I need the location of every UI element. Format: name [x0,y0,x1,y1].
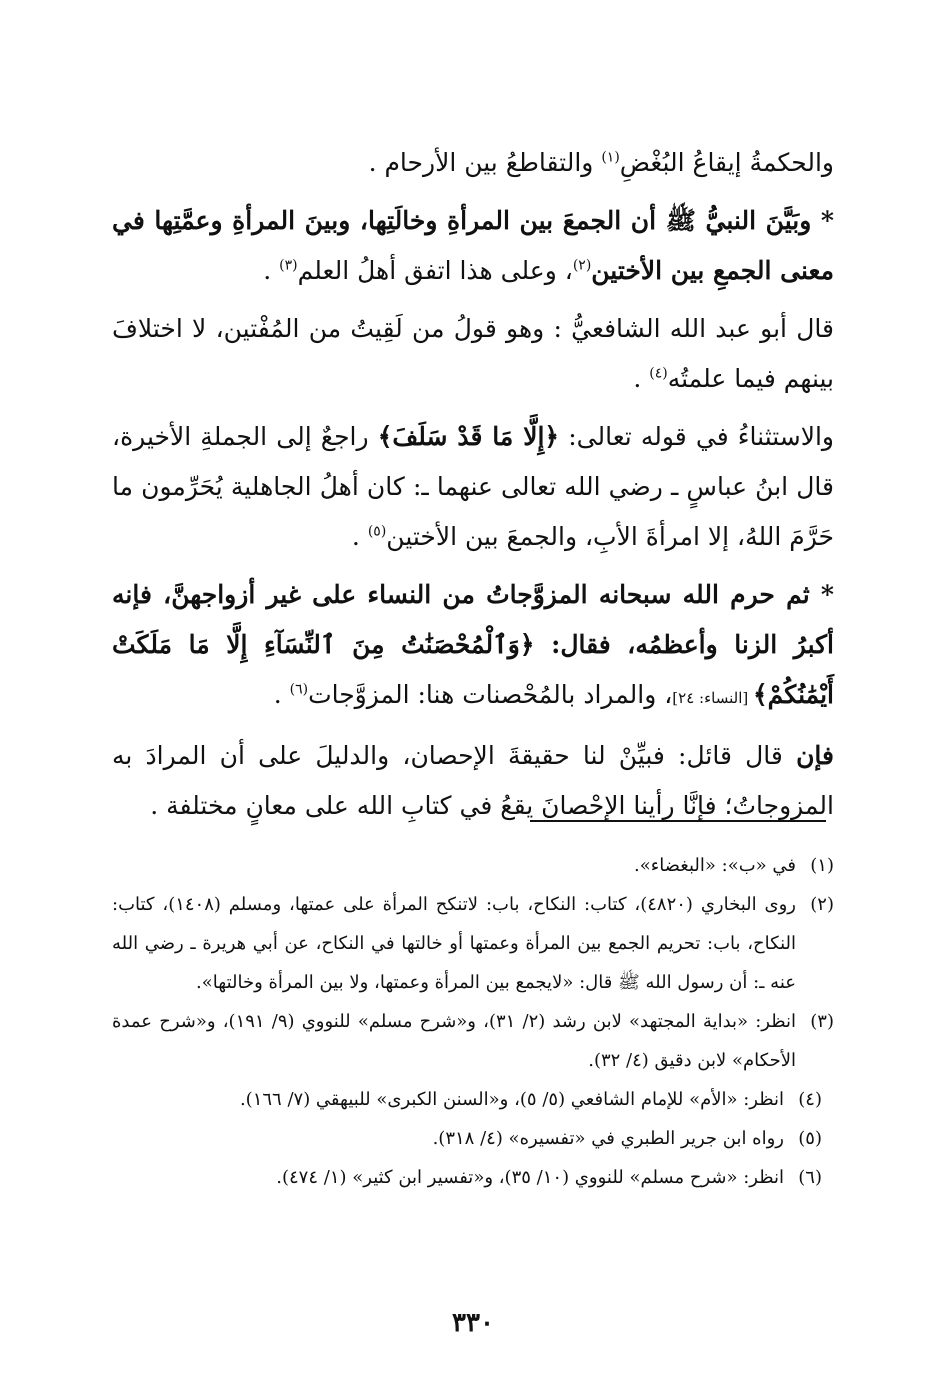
footnote-2 [112,885,834,1002]
paragraph-text: والاستثناءُ في قوله تعالى: [559,422,835,451]
footnote-number: (٦) [798,1167,822,1188]
paragraph-3 [112,304,834,404]
paragraph-text: . [351,522,368,551]
footnote-ref[interactable]: (٣) [279,257,298,274]
footnote-text: انظر: «بداية المجتهد» لابن رشد (٢/ ٣١)، و«شرح مسلم» للنووي (٩/ ١٩١)، و«شرح عمدة الأحكام» لابن دقيق (٤/ ٣٢). [112,1011,797,1071]
footnote-number: (١) [810,855,834,876]
paragraph-2 [112,196,834,296]
paragraph-5 [112,570,834,723]
paragraph-text: ، والمراد بالمُحْصنات هنا: المزوَّجات [308,680,673,709]
footnote-ref[interactable]: (٢) [572,257,592,274]
paragraph-text: * وبَيَّنَ النبيُّ ﷺ أن الجمعَ بين المرأةِ وخالَتِها، وبينَ المرأةِ وعمَّتِها في معنى الجمعِ بين الأختين [112,206,834,285]
paragraph-6 [112,731,834,831]
footnote-text: انظر: «شرح مسلم» للنووي (١٠/ ٣٥)، و«تفسير ابن كثير» (١/ ٤٧٤). [276,1167,784,1188]
quran-verse: ﴿وَٱلْمُحْصَنَٰتُ مِنَ ٱلنِّسَآءِ إِلَّا مَا مَلَكَتْ أَيْمَٰنُكُمْ﴾ [112,630,834,709]
verse-reference: [النساء: ٢٤] [672,689,753,707]
footnote-number: (٤) [798,1089,822,1110]
paragraph-text: قال أبو عبد الله الشافعيُّ : وهو قولُ من لَقِيتُ من المُفْتين، لا اختلافَ بينهم فيما علمتُه [112,314,834,393]
paragraph-text: ، وعلى هذا اتفق أهلُ العلم [297,256,573,285]
main-text [112,138,834,837]
footnote-1 [112,846,834,885]
paragraph-text: . [633,364,650,393]
footnote-text: في «ب»: «البغضاء». [634,855,796,876]
footnote-3 [112,1002,834,1080]
page-number: ٣٣٠ [452,1308,494,1338]
paragraph-text: * ثم حرم الله سبحانه المزوَّجاتُ من النساء على غير أزواجهنَّ، فإنه أكبرُ الزنا وأعظمُه، فقال: [112,580,834,659]
paragraph-lead: فإن [796,741,834,770]
footnote-4 [112,1080,834,1119]
paragraph-text: قال قائل: فبيِّنْ لنا حقيقةَ الإحصان، والدليلَ على أن المرادَ به المزوجاتُ؛ فإنَّا رأينا الإحْصانَ يقعُ في كتابِ الله على معانٍ مختلفة . [112,741,834,820]
paragraph-text: والحكمةُ إيقاعُ البُغْضِ [619,148,834,177]
footnote-number: (٥) [798,1128,822,1149]
footnote-text: انظر: «الأم» للإمام الشافعي (٥/ ٥)، و«السنن الكبرى» للبيهقي (٧/ ١٦٦). [239,1089,784,1110]
paragraph-text: . [273,680,290,709]
paragraph-text: . [263,256,280,285]
footnote-6 [112,1158,834,1197]
footnote-separator [530,820,826,822]
footnote-number: (٢) [810,894,834,915]
footnote-number: (٣) [810,1011,834,1032]
footnote-ref[interactable]: (٥) [367,523,387,540]
paragraph-text: والتقاطعُ بين الأرحام . [368,148,602,177]
footnotes [112,846,834,1197]
footnote-ref[interactable]: (٤) [649,365,668,382]
footnote-text: رواه ابن جرير الطبري في «تفسيره» (٤/ ٣١٨). [432,1128,784,1149]
quran-verse: ﴿إِلَّا مَا قَدْ سَلَفَ﴾ [377,422,560,451]
footnote-text: روى البخاري (٤٨٢٠)، كتاب: النكاح، باب: لاتنكح المرأة على عمتها، ومسلم (١٤٠٨)، كتاب: النكاح، باب: تحريم الجمع بين المرأة وعمتها أو خالتها في النكاح، عن أبي هريرة ـ رضي الله عنه ـ: أن رسول الله ﷺ قال: «لايجمع بين المرأة وعمتها، ولا بين المرأة وخالتها». [112,894,796,993]
footnote-5 [112,1119,834,1158]
paragraph-1 [112,138,834,188]
paragraph-text: راجعٌ إلى الجملةِ الأخيرة، قال ابنُ عباسٍ ـ رضي الله تعالى عنهما ـ: كان أهلُ الجاهلية يُحَرِّمون ما حَرَّمَ اللهُ، إلا امرأةَ الأبِ، والجمعَ بين الأختين [112,422,834,551]
paragraph-4 [112,412,834,562]
footnote-ref[interactable]: (١) [601,149,620,166]
footnote-ref[interactable]: (٦) [289,681,309,698]
